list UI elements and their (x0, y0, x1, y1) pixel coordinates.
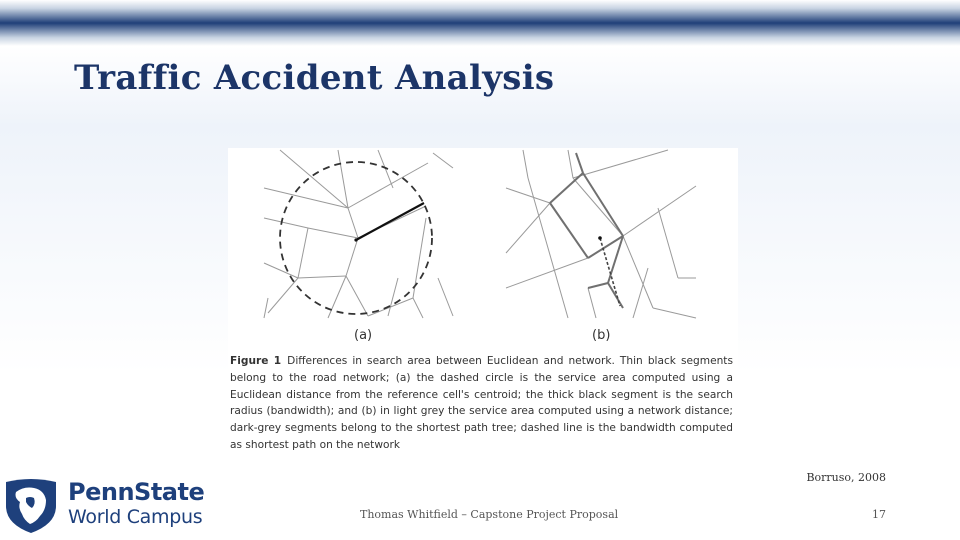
panel-b-label: (b) (592, 328, 611, 343)
header-band (0, 0, 960, 46)
search-radius-segment (356, 203, 424, 240)
logo-text-pennstate: PennState (68, 478, 205, 506)
panel-a-road-network (264, 150, 453, 318)
citation: Borruso, 2008 (806, 471, 886, 484)
footer-author: Thomas Whitfield – Capstone Project Proposal (360, 508, 619, 521)
panel-a-label: (a) (354, 328, 373, 343)
shortest-path-tree (550, 153, 623, 308)
figure (228, 148, 738, 458)
penn-state-world-campus-logo (0, 474, 210, 536)
slide-title: Traffic Accident Analysis (74, 58, 555, 98)
figure-caption (230, 353, 733, 454)
nittany-lion-shield-icon (2, 476, 60, 534)
page-number: 17 (872, 508, 886, 521)
figure-caption-label: Figure 1 (230, 355, 282, 367)
panel-b-road-network (506, 150, 696, 318)
network-diagram (228, 148, 738, 348)
network-bandwidth-dashed-line (600, 238, 620, 306)
logo-text-world-campus: World Campus (68, 506, 203, 528)
figure-caption-text: Differences in search area between Euclidean and network. Thin black segments belong to the road network; (a) the dashed circle is the service area computed using a Euclidean distance from the reference cell's centroid; the thick black segment is the search radius (bandwidth); and (b) in light grey the service area computed using a network distance; dark-grey segments belong to the shortest path tree; dashed line is the bandwidth computed as shortest path on the network (230, 355, 733, 451)
